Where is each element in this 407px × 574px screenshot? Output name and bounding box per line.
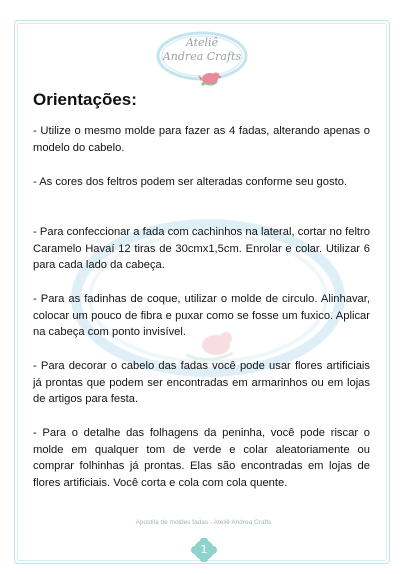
paragraph-3: - Para confeccionar a fada com cachinhos na lateral, cortar no feltro Caramelo Havaí 12 tiras de 30cmx1,5cm. Enrolar e colar. Utilizar 6 para cada lado da cabeça.	[33, 226, 370, 271]
paragraph-6: - Para o detalhe das folhagens da peninha, você pode riscar o molde em qualquer tom de verde e colar aleatoriamente ou comprar folhinhas já prontas. Elas são encontradas em lojas de flores artificiais. Você corta e cola com cola quente.	[33, 427, 370, 489]
atelie-logo	[152, 26, 252, 98]
section-title: Orientações:	[33, 90, 137, 109]
paragraph-1: - Utilize o mesmo molde para fazer as 4 fadas, alterando apenas o modelo do cabelo.	[33, 125, 370, 154]
logo-line2: Andrea Crafts	[162, 50, 242, 63]
page-number-badge	[191, 538, 217, 562]
paragraph-2: - As cores dos feltros podem ser alteradas conforme seu gosto.	[33, 176, 348, 188]
bird-icon	[198, 70, 224, 88]
paragraph-4: - Para as fadinhas de coque, utilizar o molde de circulo. Alinhavar, colocar um pouco de fibra e puxar como se fosse um fuxico. Aplicar na cabeça com ponto invisível.	[33, 293, 370, 338]
paragraph-5: - Para decorar o cabelo das fadas você pode usar flores artificiais já prontas que podem ser encontradas em armarinhos ou em lojas de artigos para festa.	[33, 360, 370, 405]
page-number: 1	[200, 543, 208, 556]
footer-text: Apostila de moldes fadas - Ateliê Andrea Crafts	[135, 519, 272, 526]
logo-line1: Ateliê	[185, 36, 219, 49]
